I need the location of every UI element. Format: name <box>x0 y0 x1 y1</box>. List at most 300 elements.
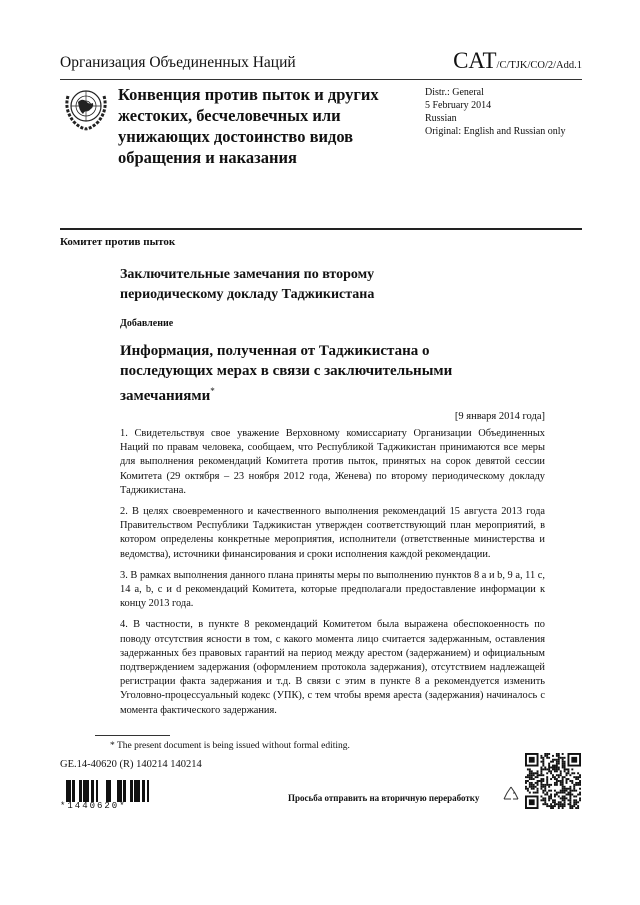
organization-name: Организация Объединенных Наций <box>60 54 296 71</box>
qr-module <box>567 778 569 780</box>
qr-module <box>558 753 560 755</box>
qr-module <box>573 795 575 797</box>
qr-module <box>569 803 571 805</box>
document-date: [9 января 2014 года] <box>454 411 545 422</box>
qr-module <box>560 782 562 784</box>
qr-module <box>566 797 568 799</box>
qr-module <box>556 794 558 796</box>
qr-module <box>564 767 566 769</box>
qr-module <box>537 776 539 778</box>
qr-module <box>567 794 569 796</box>
qr-module <box>554 778 556 780</box>
qr-module <box>540 755 542 757</box>
qr-module <box>548 799 550 801</box>
qr-finder <box>529 799 535 805</box>
qr-module <box>548 797 550 799</box>
qr-module <box>552 755 554 757</box>
qr-module <box>564 770 566 772</box>
qr-module <box>537 770 539 772</box>
job-number: GE.14-40620 (R) 140214 140214 <box>60 759 202 770</box>
qr-module <box>540 770 542 772</box>
qr-module <box>556 778 558 780</box>
qr-module <box>560 797 562 799</box>
qr-module <box>573 776 575 778</box>
qr-module <box>544 786 546 788</box>
qr-module <box>535 782 537 784</box>
qr-module <box>564 765 566 767</box>
qr-module <box>550 784 552 786</box>
qr-module <box>531 786 533 788</box>
qr-module <box>558 763 560 765</box>
qr-module <box>575 784 577 786</box>
qr-module <box>554 790 556 792</box>
qr-module <box>546 753 548 755</box>
qr-module <box>558 801 560 803</box>
qr-module <box>542 757 544 759</box>
qr-module <box>562 792 564 794</box>
qr-module <box>575 778 577 780</box>
qr-module <box>556 753 558 755</box>
barcode-bar <box>109 780 111 802</box>
qr-module <box>554 759 556 761</box>
qr-module <box>544 790 546 792</box>
qr-module <box>544 799 546 801</box>
barcode-bar <box>135 780 138 802</box>
qr-module <box>567 772 569 774</box>
qr-module <box>537 788 539 790</box>
qr-module <box>544 788 546 790</box>
qr-module <box>558 805 560 807</box>
qr-module <box>529 782 531 784</box>
qr-module <box>573 772 575 774</box>
qr-module <box>540 784 542 786</box>
qr-module <box>562 765 564 767</box>
barcode-bar <box>138 780 140 802</box>
qr-module <box>546 780 548 782</box>
qr-module <box>529 772 531 774</box>
qr-module <box>564 799 566 801</box>
qr-module <box>554 765 556 767</box>
qr-module <box>533 778 535 780</box>
qr-module <box>537 772 539 774</box>
qr-module <box>540 772 542 774</box>
qr-module <box>550 803 552 805</box>
qr-module <box>542 799 544 801</box>
paragraph-4: 4. В частности, в пункте 8 рекомендаций Комитетом была выражена обеспокоенность по поводу отсутствия ясности в том, с какого момента лицо считается задержанным, оставления задержанных без правовых гарантий на период между арестом (задержанием) и официальным подтверждением задержания (оформлением протокола задержания), отсутствием надлежащей регистрации факта задержания и т.д. В связи с этим в пункте 8 a рекомендуется изменить Уголовно-процессуальный кодекс (УПК), с тем чтобы время ареста (задержания) начиналось с момента фактического задержания. <box>120 619 545 716</box>
barcode-bar <box>87 780 89 802</box>
qr-module <box>531 784 533 786</box>
qr-module <box>542 786 544 788</box>
qr-module <box>558 807 560 809</box>
qr-module <box>556 759 558 761</box>
qr-module <box>573 805 575 807</box>
qr-module <box>529 778 531 780</box>
qr-module <box>564 776 566 778</box>
qr-module <box>531 778 533 780</box>
qr-module <box>540 788 542 790</box>
recycle-notice: Просьба отправить на вторичную переработку <box>288 793 480 803</box>
qr-module <box>566 774 568 776</box>
qr-module <box>562 763 564 765</box>
qr-module <box>550 772 552 774</box>
qr-module <box>542 792 544 794</box>
qr-module <box>540 761 542 763</box>
qr-module <box>525 786 527 788</box>
qr-module <box>564 757 566 759</box>
qr-module <box>558 759 560 761</box>
qr-module <box>556 782 558 784</box>
qr-module <box>544 755 546 757</box>
qr-module <box>562 788 564 790</box>
qr-module <box>531 774 533 776</box>
qr-module <box>562 790 564 792</box>
document-body <box>120 427 545 725</box>
qr-module <box>564 797 566 799</box>
qr-module <box>560 770 562 772</box>
qr-module <box>550 794 552 796</box>
distribution-original: Original: English and Russian only <box>425 126 566 137</box>
qr-module <box>552 807 554 809</box>
qr-module <box>575 795 577 797</box>
subheading-text: Информация, полученная от Таджикистана о последующих мерах в связи с заключительными замечаниями <box>120 343 453 404</box>
qr-module <box>552 774 554 776</box>
qr-module <box>564 795 566 797</box>
barcode-bar <box>106 780 107 802</box>
qr-module <box>579 799 581 801</box>
qr-module <box>575 782 577 784</box>
qr-module <box>558 792 560 794</box>
barcode-bar <box>79 780 81 802</box>
qr-module <box>569 797 571 799</box>
qr-module <box>529 774 531 776</box>
qr-module <box>573 803 575 805</box>
qr-module <box>529 768 531 770</box>
document-subheading <box>120 341 500 406</box>
distribution-line: Distr.: General <box>425 87 484 98</box>
distribution-block <box>425 86 585 138</box>
barcode-bar <box>68 780 70 802</box>
qr-module <box>558 776 560 778</box>
qr-module <box>562 767 564 769</box>
qr-module <box>573 801 575 803</box>
qr-module <box>562 807 564 809</box>
qr-module <box>548 767 550 769</box>
qr-module <box>566 782 568 784</box>
qr-module <box>546 776 548 778</box>
qr-module <box>564 790 566 792</box>
qr-module <box>560 772 562 774</box>
qr-module <box>560 792 562 794</box>
qr-module <box>579 794 581 796</box>
qr-module <box>552 776 554 778</box>
qr-module <box>562 797 564 799</box>
qr-module <box>529 786 531 788</box>
qr-module <box>548 795 550 797</box>
qr-module <box>554 776 556 778</box>
qr-module <box>552 759 554 761</box>
qr-module <box>544 768 546 770</box>
qr-module <box>562 761 564 763</box>
qr-module <box>573 786 575 788</box>
qr-module <box>529 792 531 794</box>
qr-module <box>527 774 529 776</box>
qr-module <box>540 778 542 780</box>
symbol-suffix: /C/TJK/CO/2/Add.1 <box>496 60 582 71</box>
qr-module <box>569 774 571 776</box>
barcode-bar <box>72 780 75 802</box>
qr-module <box>556 767 558 769</box>
qr-module <box>550 790 552 792</box>
qr-module <box>567 799 569 801</box>
barcode-bar <box>107 780 109 802</box>
qr-module <box>566 794 568 796</box>
qr-module <box>566 790 568 792</box>
qr-module <box>554 803 556 805</box>
qr-module <box>540 799 542 801</box>
qr-module <box>556 784 558 786</box>
qr-module <box>573 799 575 801</box>
qr-module <box>533 788 535 790</box>
qr-module <box>548 757 550 759</box>
qr-module <box>569 805 571 807</box>
barcode-bar <box>83 780 84 802</box>
qr-module <box>556 755 558 757</box>
paragraph-2: 2. В целях своевременного и качественного выполнения рекомендаций 15 августа 2013 года Правительством Республики Таджикистан утвержден соответствующий план мероприятий, в котором определены конкретные мероприятия, исполнители (ответственные министерства и ведомства), источники финансирования и сроки исполнения каждой рекомендации. <box>120 506 545 560</box>
header-rule <box>60 79 582 80</box>
qr-code-icon <box>525 752 581 810</box>
qr-module <box>544 803 546 805</box>
qr-module <box>548 805 550 807</box>
qr-module <box>577 807 579 809</box>
qr-module <box>577 772 579 774</box>
qr-module <box>535 786 537 788</box>
qr-module <box>546 778 548 780</box>
barcode-bar <box>132 780 133 802</box>
qr-module <box>548 784 550 786</box>
qr-module <box>560 790 562 792</box>
qr-module <box>527 788 529 790</box>
qr-module <box>556 770 558 772</box>
barcode-bar <box>119 780 121 802</box>
qr-module <box>569 792 571 794</box>
qr-module <box>566 788 568 790</box>
qr-module <box>552 767 554 769</box>
document-heading: Заключительные замечания по второму периодическому докладу Таджикистана <box>120 267 375 302</box>
qr-module <box>542 768 544 770</box>
qr-module <box>556 792 558 794</box>
qr-module <box>567 788 569 790</box>
qr-module <box>560 803 562 805</box>
barcode-bar <box>117 780 119 802</box>
qr-module <box>540 786 542 788</box>
qr-module <box>567 768 569 770</box>
qr-module <box>550 795 552 797</box>
qr-module <box>569 807 571 809</box>
qr-module <box>531 782 533 784</box>
qr-module <box>548 753 550 755</box>
qr-module <box>571 805 573 807</box>
qr-module <box>573 790 575 792</box>
qr-module <box>567 770 569 772</box>
qr-module <box>577 776 579 778</box>
qr-module <box>566 780 568 782</box>
barcode-bar <box>81 780 82 802</box>
qr-module <box>546 768 548 770</box>
qr-module <box>535 792 537 794</box>
barcode-bar <box>66 780 68 802</box>
qr-module <box>558 780 560 782</box>
qr-module <box>544 767 546 769</box>
qr-module <box>558 774 560 776</box>
qr-module <box>564 792 566 794</box>
qr-module <box>546 803 548 805</box>
qr-module <box>548 768 550 770</box>
qr-module <box>540 757 542 759</box>
qr-module <box>560 805 562 807</box>
qr-module <box>569 801 571 803</box>
qr-module <box>554 794 556 796</box>
qr-module <box>562 803 564 805</box>
qr-module <box>577 782 579 784</box>
paragraph-1: 1. Свидетельствуя свое уважение Верховному комиссариату Организации Объединенных Наций по правам человека, сообщаем, что Республикой Таджикистан принимаются все меры для выполнения рекомендаций Комитета против пыток, принятых на сорок девятой сессии Комитета (29 октября – 23 ноября 2012 года, Женева) по второму периодическому докладу Таджикистана. <box>120 428 545 496</box>
qr-module <box>567 803 569 805</box>
qr-module <box>527 776 529 778</box>
qr-finder <box>529 757 535 763</box>
qr-module <box>575 801 577 803</box>
qr-module <box>558 757 560 759</box>
qr-module <box>564 801 566 803</box>
qr-module <box>552 765 554 767</box>
qr-module <box>562 795 564 797</box>
qr-module <box>535 776 537 778</box>
qr-module <box>554 782 556 784</box>
qr-module <box>577 801 579 803</box>
qr-module <box>554 801 556 803</box>
qr-module <box>575 807 577 809</box>
qr-module <box>537 782 539 784</box>
qr-module <box>554 770 556 772</box>
barcode-bar <box>84 780 87 802</box>
qr-module <box>529 776 531 778</box>
qr-module <box>560 780 562 782</box>
qr-module <box>560 801 562 803</box>
qr-module <box>542 797 544 799</box>
qr-module <box>527 768 529 770</box>
qr-module <box>558 768 560 770</box>
qr-module <box>542 774 544 776</box>
qr-module <box>540 780 542 782</box>
un-emblem-icon <box>62 84 110 132</box>
footnote: * The present document is being issued without formal editing. <box>110 741 350 751</box>
qr-module <box>575 803 577 805</box>
qr-module <box>562 778 564 780</box>
qr-module <box>560 774 562 776</box>
qr-module <box>571 768 573 770</box>
qr-module <box>546 772 548 774</box>
qr-module <box>575 790 577 792</box>
qr-module <box>542 765 544 767</box>
qr-module <box>542 803 544 805</box>
distribution-language: Russian <box>425 113 457 124</box>
barcode-bar <box>130 780 132 802</box>
qr-module <box>550 767 552 769</box>
qr-module <box>571 807 573 809</box>
qr-module <box>537 780 539 782</box>
qr-module <box>525 780 527 782</box>
qr-module <box>550 761 552 763</box>
qr-module <box>556 765 558 767</box>
qr-module <box>546 794 548 796</box>
barcode-bar <box>123 780 126 802</box>
qr-module <box>542 780 544 782</box>
qr-module <box>540 774 542 776</box>
qr-module <box>554 767 556 769</box>
qr-module <box>544 753 546 755</box>
qr-module <box>562 753 564 755</box>
qr-module <box>527 790 529 792</box>
qr-module <box>558 795 560 797</box>
qr-module <box>560 757 562 759</box>
qr-module <box>542 784 544 786</box>
qr-module <box>577 794 579 796</box>
qr-module <box>546 784 548 786</box>
qr-module <box>554 795 556 797</box>
qr-module <box>531 788 533 790</box>
qr-module <box>533 774 535 776</box>
barcode-bar <box>121 780 122 802</box>
qr-module <box>556 761 558 763</box>
qr-module <box>548 763 550 765</box>
qr-module <box>577 778 579 780</box>
qr-module <box>539 780 541 782</box>
qr-module <box>533 792 535 794</box>
qr-module <box>569 790 571 792</box>
qr-module <box>562 757 564 759</box>
qr-module <box>525 782 527 784</box>
qr-module <box>525 776 527 778</box>
qr-module <box>579 780 581 782</box>
qr-module <box>533 786 535 788</box>
qr-module <box>531 770 533 772</box>
qr-module <box>560 784 562 786</box>
qr-module <box>535 772 537 774</box>
qr-module <box>564 803 566 805</box>
qr-module <box>540 782 542 784</box>
barcode-bar <box>96 780 98 802</box>
qr-module <box>544 801 546 803</box>
qr-module <box>573 788 575 790</box>
qr-module <box>562 786 564 788</box>
qr-module <box>569 780 571 782</box>
qr-module <box>531 772 533 774</box>
barcode-bar <box>134 780 135 802</box>
qr-module <box>579 792 581 794</box>
qr-module <box>575 776 577 778</box>
qr-module <box>571 794 573 796</box>
qr-module <box>564 788 566 790</box>
qr-module <box>564 761 566 763</box>
qr-module <box>537 774 539 776</box>
qr-module <box>542 759 544 761</box>
qr-module <box>537 784 539 786</box>
qr-module <box>556 774 558 776</box>
qr-module <box>562 784 564 786</box>
qr-module <box>569 788 571 790</box>
qr-module <box>546 805 548 807</box>
qr-module <box>562 805 564 807</box>
qr-module <box>544 797 546 799</box>
qr-module <box>577 784 579 786</box>
